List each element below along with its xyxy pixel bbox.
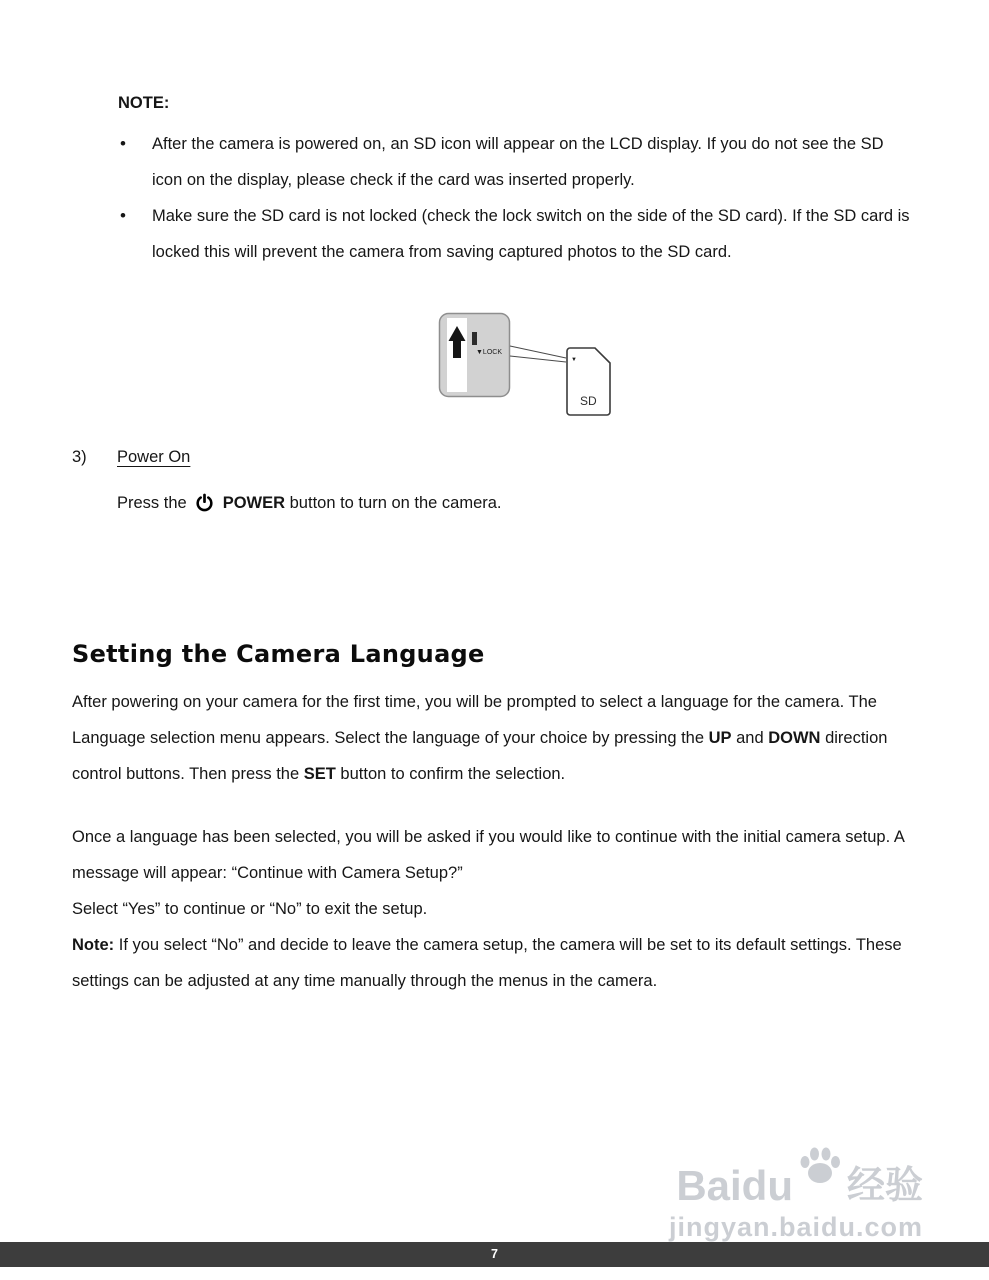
text-run: button to confirm the selection. (335, 765, 566, 783)
watermark-brand: Baidu (676, 1162, 793, 1209)
footer-page-bar (0, 1242, 989, 1267)
power-icon (195, 490, 214, 524)
power-on-item (72, 442, 917, 472)
note-section (118, 88, 917, 270)
watermark-brand-cn: 经验 (846, 1165, 923, 1207)
note-heading: NOTE: (118, 94, 170, 112)
paw-icon (797, 1146, 843, 1194)
text-run: and (731, 729, 769, 747)
text-run-bold-note: Note: (72, 936, 115, 954)
paragraph-camera-setup (72, 819, 917, 927)
press-prefix: Press the (117, 494, 187, 512)
press-power-line (117, 486, 917, 524)
watermark-brand-line (669, 1146, 923, 1208)
press-suffix: button to turn on the camera. (285, 494, 502, 512)
page-number: 7 (491, 1247, 498, 1261)
text-run: direction control buttons. Then press the (72, 729, 888, 783)
text-run: After powering on your camera for the first time, you will be prompted to select a language for the camera. The Language selection menu appears. Select the language of your choice by pressing the (72, 693, 877, 747)
paragraph-note-default (72, 927, 917, 999)
watermark-url: jingyan.baidu.com (668, 1212, 923, 1242)
note-bullet-list (118, 126, 917, 270)
power-word: POWER (222, 494, 286, 512)
list-item: • Make sure the SD card is not locked (check the lock switch on the side of the SD card). If the SD card is locked this will prevent the camera from saving captured photos to the SD card. (118, 198, 917, 270)
text-run: If you select “No” and decide to leave the camera setup, the camera will be set to its default settings. These settings can be adjusted at any time manually through the menus in the camera. (72, 936, 902, 990)
list-number: 3) (72, 448, 87, 466)
list-item: • After the camera is powered on, an SD icon will appear on the LCD display. If you do not see the SD icon on the display, please check if the card was inserted properly. (118, 126, 917, 198)
lock-switch-icon (472, 332, 477, 345)
leader-line (510, 346, 566, 358)
watermark (669, 1146, 923, 1242)
text-run: Once a language has been selected, you will be asked if you would like to continue with the initial camera setup. A message will appear: “Continue with Camera Setup?” (72, 828, 904, 882)
sd-card-figure (438, 312, 624, 420)
sd-card-illustration (438, 312, 624, 420)
paragraph-language-select (72, 684, 917, 792)
leader-line (510, 356, 566, 362)
power-on-title: Power On (117, 448, 191, 466)
text-run-bold-set: SET (303, 765, 336, 783)
lock-label: ▼LOCK (476, 349, 502, 356)
small-lock-mark: ▼ (571, 357, 577, 363)
section-heading: Setting the Camera Language (72, 640, 485, 668)
text-run-bold-up: UP (708, 729, 732, 747)
sd-text-label: SD (580, 394, 597, 408)
text-run: Select “Yes” to continue or “No” to exit the setup. (72, 900, 428, 918)
text-run-bold-down: DOWN (768, 729, 821, 747)
